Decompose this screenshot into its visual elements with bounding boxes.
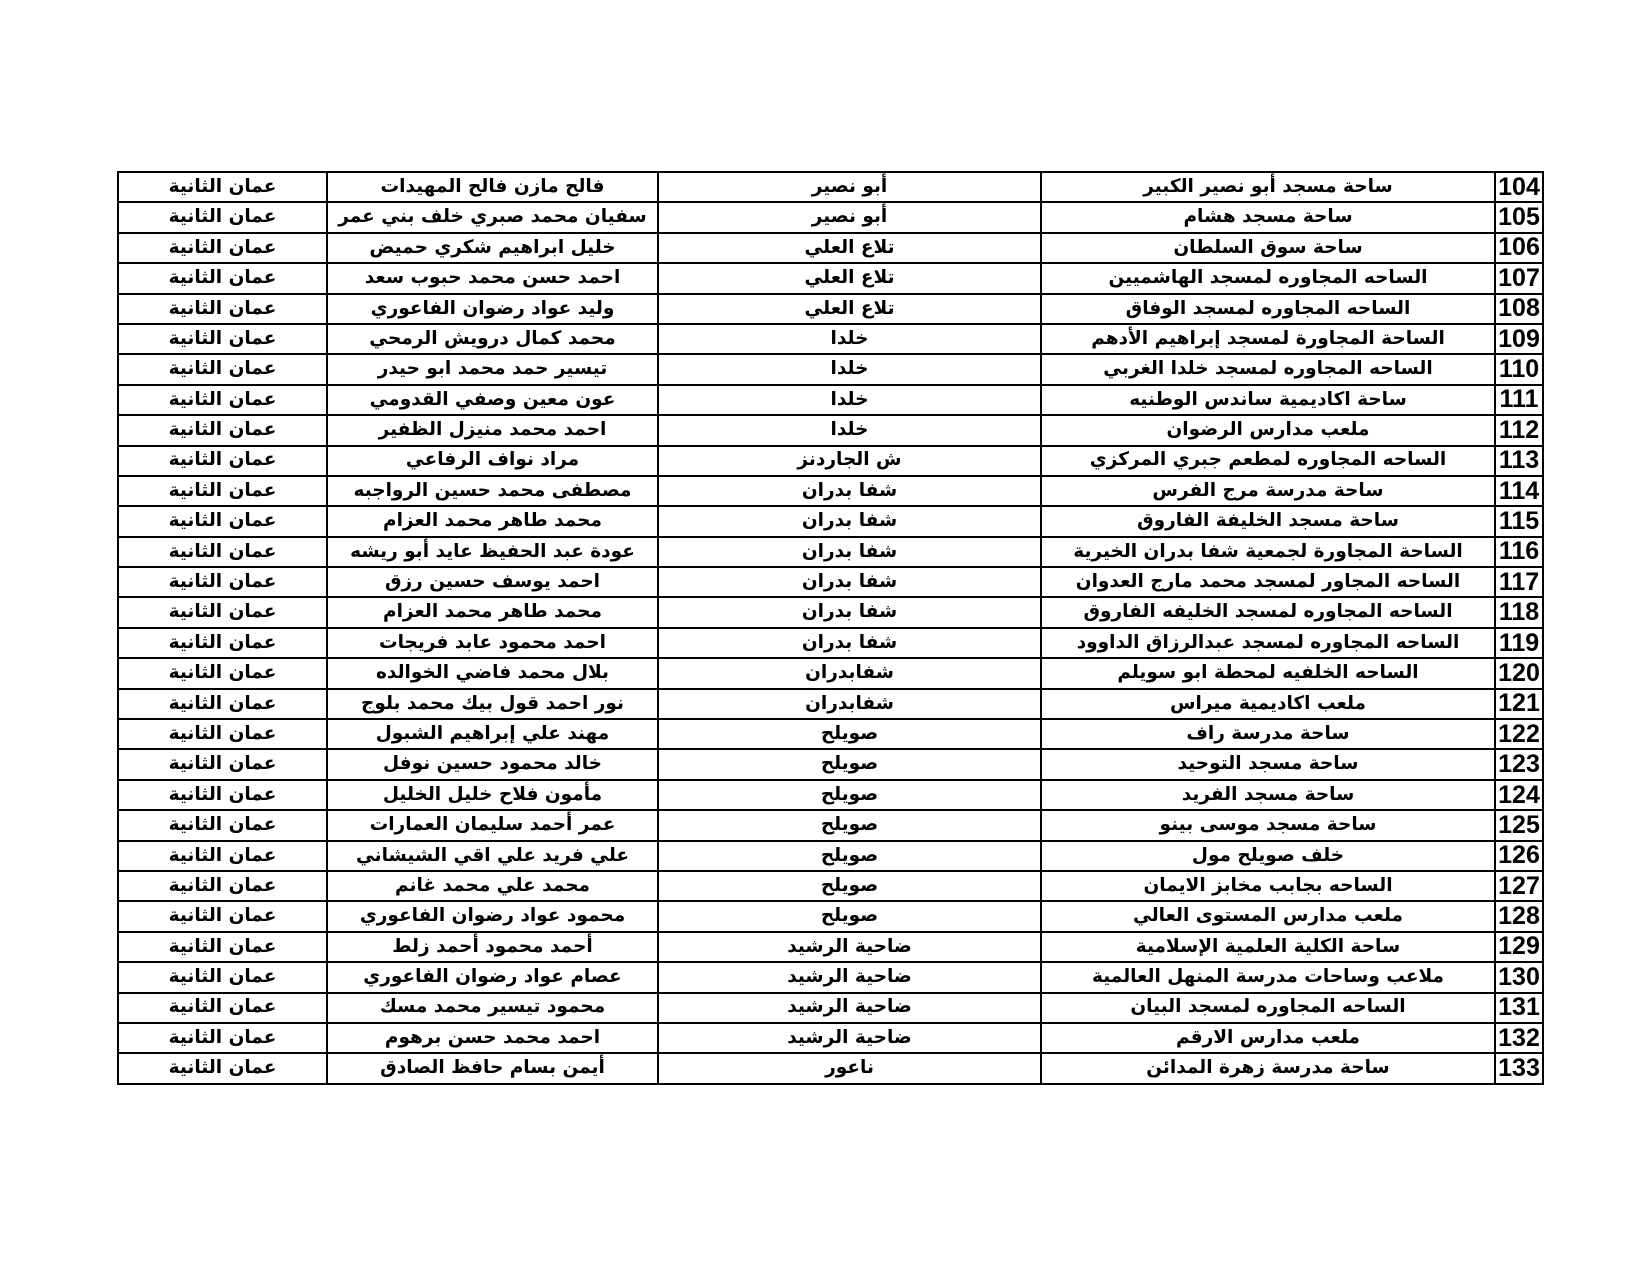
row-number: 124 xyxy=(1495,780,1543,810)
directorate-cell: عمان الثانية xyxy=(118,263,327,293)
table-row xyxy=(118,446,1543,476)
area-cell: خلدا xyxy=(658,385,1041,415)
table-row xyxy=(118,537,1543,567)
site-name-cell: الساحه المجاوره لمسجد الوفاق xyxy=(1041,294,1495,324)
table-row xyxy=(118,1023,1543,1053)
table-row xyxy=(118,749,1543,779)
directorate-cell: عمان الثانية xyxy=(118,719,327,749)
site-name-cell: ساحة مسجد موسى بينو xyxy=(1041,810,1495,840)
directorate-cell: عمان الثانية xyxy=(118,841,327,871)
row-number: 109 xyxy=(1495,324,1543,354)
person-name-cell: مأمون فلاح خليل الخليل xyxy=(327,780,658,810)
site-name-cell: ساحة سوق السلطان xyxy=(1041,233,1495,263)
person-name-cell: أيمن بسام حافظ الصادق xyxy=(327,1053,658,1083)
area-cell: صويلح xyxy=(658,749,1041,779)
row-number: 116 xyxy=(1495,537,1543,567)
directorate-cell: عمان الثانية xyxy=(118,233,327,263)
table-row xyxy=(118,597,1543,627)
person-name-cell: محمد طاهر محمد العزام xyxy=(327,506,658,536)
person-name-cell: عون معين وصفي القدومي xyxy=(327,385,658,415)
area-cell: شفابدران xyxy=(658,658,1041,688)
site-name-cell: ساحة مسجد أبو نصير الكبير xyxy=(1041,172,1495,202)
area-cell: ناعور xyxy=(658,1053,1041,1083)
area-cell: شفا بدران xyxy=(658,628,1041,658)
row-number: 121 xyxy=(1495,689,1543,719)
area-cell: ضاحية الرشيد xyxy=(658,993,1041,1023)
directorate-cell: عمان الثانية xyxy=(118,871,327,901)
directorate-cell: عمان الثانية xyxy=(118,506,327,536)
person-name-cell: عصام عواد رضوان الفاعوري xyxy=(327,962,658,992)
row-number: 125 xyxy=(1495,810,1543,840)
area-cell: أبو نصير xyxy=(658,172,1041,202)
row-number: 122 xyxy=(1495,719,1543,749)
table-row xyxy=(118,932,1543,962)
site-name-cell: خلف صويلح مول xyxy=(1041,841,1495,871)
site-name-cell: ملاعب وساحات مدرسة المنهل العالمية xyxy=(1041,962,1495,992)
row-number: 114 xyxy=(1495,476,1543,506)
area-cell: صويلح xyxy=(658,810,1041,840)
table-row xyxy=(118,628,1543,658)
person-name-cell: احمد يوسف حسين رزق xyxy=(327,567,658,597)
site-name-cell: ساحة مسجد التوحيد xyxy=(1041,749,1495,779)
person-name-cell: عودة عبد الحفيظ عايد أبو ريشه xyxy=(327,537,658,567)
area-cell: شفا بدران xyxy=(658,476,1041,506)
area-cell: ضاحية الرشيد xyxy=(658,932,1041,962)
table-row xyxy=(118,294,1543,324)
table-row xyxy=(118,202,1543,232)
area-cell: تلاع العلي xyxy=(658,263,1041,293)
table-row xyxy=(118,172,1543,202)
table-row xyxy=(118,263,1543,293)
table-row xyxy=(118,385,1543,415)
area-cell: خلدا xyxy=(658,324,1041,354)
person-name-cell: بلال محمد فاضي الخوالده xyxy=(327,658,658,688)
person-name-cell: مهند علي إبراهيم الشبول xyxy=(327,719,658,749)
area-cell: خلدا xyxy=(658,415,1041,445)
site-name-cell: الساحه المجاوره لمسجد البيان xyxy=(1041,993,1495,1023)
row-number: 107 xyxy=(1495,263,1543,293)
row-number: 115 xyxy=(1495,506,1543,536)
person-name-cell: احمد محمد منيزل الظفير xyxy=(327,415,658,445)
area-cell: صويلح xyxy=(658,871,1041,901)
directorate-cell: عمان الثانية xyxy=(118,294,327,324)
area-cell: خلدا xyxy=(658,354,1041,384)
directorate-cell: عمان الثانية xyxy=(118,993,327,1023)
site-name-cell: الساحه الخلفيه لمحطة ابو سويلم xyxy=(1041,658,1495,688)
row-number: 112 xyxy=(1495,415,1543,445)
person-name-cell: احمد محمد حسن برهوم xyxy=(327,1023,658,1053)
person-name-cell: وليد عواد رضوان الفاعوري xyxy=(327,294,658,324)
person-name-cell: سفيان محمد صبري خلف بني عمر xyxy=(327,202,658,232)
person-name-cell: نور احمد قول بيك محمد بلوج xyxy=(327,689,658,719)
row-number: 131 xyxy=(1495,993,1543,1023)
row-number: 129 xyxy=(1495,932,1543,962)
area-cell: شفابدران xyxy=(658,689,1041,719)
directorate-cell: عمان الثانية xyxy=(118,537,327,567)
table-row xyxy=(118,415,1543,445)
directorate-cell: عمان الثانية xyxy=(118,1053,327,1083)
site-name-cell: ملعب مدارس المستوى العالي xyxy=(1041,901,1495,931)
directorate-cell: عمان الثانية xyxy=(118,597,327,627)
row-number: 111 xyxy=(1495,385,1543,415)
site-name-cell: الساحة المجاورة لمسجد إبراهيم الأدهم xyxy=(1041,324,1495,354)
row-number: 130 xyxy=(1495,962,1543,992)
site-name-cell: ساحة مدرسة راف xyxy=(1041,719,1495,749)
person-name-cell: خليل ابراهيم شكري حميض xyxy=(327,233,658,263)
area-cell: ش الجاردنز xyxy=(658,446,1041,476)
site-name-cell: ساحة اكاديمية ساندس الوطنيه xyxy=(1041,385,1495,415)
directorate-cell: عمان الثانية xyxy=(118,354,327,384)
row-number: 120 xyxy=(1495,658,1543,688)
site-name-cell: ساحة مسجد هشام xyxy=(1041,202,1495,232)
area-cell: صويلح xyxy=(658,901,1041,931)
site-name-cell: الساحه المجاوره لمسجد الهاشميين xyxy=(1041,263,1495,293)
person-name-cell: احمد حسن محمد حبوب سعد xyxy=(327,263,658,293)
person-name-cell: مراد نواف الرفاعي xyxy=(327,446,658,476)
row-number: 126 xyxy=(1495,841,1543,871)
row-number: 127 xyxy=(1495,871,1543,901)
person-name-cell: محمد كمال درويش الرمحي xyxy=(327,324,658,354)
area-cell: شفا بدران xyxy=(658,567,1041,597)
area-cell: صويلح xyxy=(658,841,1041,871)
directorate-cell: عمان الثانية xyxy=(118,385,327,415)
table-row xyxy=(118,567,1543,597)
area-cell: شفا بدران xyxy=(658,537,1041,567)
row-number: 132 xyxy=(1495,1023,1543,1053)
table-row xyxy=(118,962,1543,992)
area-cell: صويلح xyxy=(658,719,1041,749)
site-name-cell: ملعب مدارس الرضوان xyxy=(1041,415,1495,445)
row-number: 106 xyxy=(1495,233,1543,263)
directorate-cell: عمان الثانية xyxy=(118,567,327,597)
site-name-cell: الساحة المجاورة لجمعية شفا بدران الخيرية xyxy=(1041,537,1495,567)
person-name-cell: تيسير حمد محمد ابو حيدر xyxy=(327,354,658,384)
site-name-cell: الساحه المجاوره لمسجد خلدا الغربي xyxy=(1041,354,1495,384)
row-number: 123 xyxy=(1495,749,1543,779)
person-name-cell: خالد محمود حسين نوفل xyxy=(327,749,658,779)
document-table-wrapper xyxy=(117,171,1540,1085)
person-name-cell: مصطفى محمد حسين الرواجبه xyxy=(327,476,658,506)
person-name-cell: محمد علي محمد غانم xyxy=(327,871,658,901)
area-cell: أبو نصير xyxy=(658,202,1041,232)
table-row xyxy=(118,1053,1543,1083)
directorate-cell: عمان الثانية xyxy=(118,658,327,688)
table-row xyxy=(118,324,1543,354)
row-number: 110 xyxy=(1495,354,1543,384)
site-name-cell: الساحه المجاور لمسجد محمد مارج العدوان xyxy=(1041,567,1495,597)
directorate-cell: عمان الثانية xyxy=(118,1023,327,1053)
table-row xyxy=(118,354,1543,384)
directorate-cell: عمان الثانية xyxy=(118,628,327,658)
person-name-cell: محمود تيسير محمد مسك xyxy=(327,993,658,1023)
site-name-cell: الساحه المجاوره لمطعم جبري المركزي xyxy=(1041,446,1495,476)
table-row xyxy=(118,689,1543,719)
row-number: 118 xyxy=(1495,597,1543,627)
directorate-cell: عمان الثانية xyxy=(118,689,327,719)
area-cell: شفا بدران xyxy=(658,597,1041,627)
site-name-cell: ملعب اكاديمية ميراس xyxy=(1041,689,1495,719)
directorate-cell: عمان الثانية xyxy=(118,749,327,779)
table-row xyxy=(118,993,1543,1023)
directorate-cell: عمان الثانية xyxy=(118,202,327,232)
table-row xyxy=(118,901,1543,931)
person-name-cell: فالح مازن فالح المهيدات xyxy=(327,172,658,202)
person-name-cell: أحمد محمود أحمد زلط xyxy=(327,932,658,962)
person-name-cell: محمود عواد رضوان الفاعوري xyxy=(327,901,658,931)
row-number: 117 xyxy=(1495,567,1543,597)
table-row xyxy=(118,233,1543,263)
row-number: 105 xyxy=(1495,202,1543,232)
directorate-cell: عمان الثانية xyxy=(118,476,327,506)
directorate-cell: عمان الثانية xyxy=(118,932,327,962)
site-name-cell: ساحة مدرسة زهرة المدائن xyxy=(1041,1053,1495,1083)
table-row xyxy=(118,871,1543,901)
site-name-cell: الساحه بجابب مخابز الايمان xyxy=(1041,871,1495,901)
table-row xyxy=(118,658,1543,688)
directorate-cell: عمان الثانية xyxy=(118,172,327,202)
area-cell: شفا بدران xyxy=(658,506,1041,536)
table-row xyxy=(118,810,1543,840)
site-name-cell: ساحة الكلية العلمية الإسلامية xyxy=(1041,932,1495,962)
site-name-cell: ساحة مسجد الخليفة الفاروق xyxy=(1041,506,1495,536)
sites-table-body xyxy=(118,172,1543,1084)
directorate-cell: عمان الثانية xyxy=(118,415,327,445)
row-number: 133 xyxy=(1495,1053,1543,1083)
directorate-cell: عمان الثانية xyxy=(118,324,327,354)
table-row xyxy=(118,476,1543,506)
table-row xyxy=(118,506,1543,536)
directorate-cell: عمان الثانية xyxy=(118,962,327,992)
directorate-cell: عمان الثانية xyxy=(118,901,327,931)
row-number: 128 xyxy=(1495,901,1543,931)
area-cell: تلاع العلي xyxy=(658,233,1041,263)
row-number: 119 xyxy=(1495,628,1543,658)
table-row xyxy=(118,719,1543,749)
directorate-cell: عمان الثانية xyxy=(118,780,327,810)
person-name-cell: احمد محمود عابد فريجات xyxy=(327,628,658,658)
site-name-cell: الساحه المجاوره لمسجد عبدالرزاق الداوود xyxy=(1041,628,1495,658)
area-cell: تلاع العلي xyxy=(658,294,1041,324)
person-name-cell: علي فريد علي اقي الشيشاني xyxy=(327,841,658,871)
site-name-cell: الساحه المجاوره لمسجد الخليفه الفاروق xyxy=(1041,597,1495,627)
person-name-cell: محمد طاهر محمد العزام xyxy=(327,597,658,627)
area-cell: صويلح xyxy=(658,780,1041,810)
site-name-cell: ملعب مدارس الارقم xyxy=(1041,1023,1495,1053)
table-row xyxy=(118,780,1543,810)
person-name-cell: عمر أحمد سليمان العمارات xyxy=(327,810,658,840)
table-row xyxy=(118,841,1543,871)
row-number: 104 xyxy=(1495,172,1543,202)
site-name-cell: ساحة مدرسة مرج الفرس xyxy=(1041,476,1495,506)
directorate-cell: عمان الثانية xyxy=(118,810,327,840)
row-number: 108 xyxy=(1495,294,1543,324)
row-number: 113 xyxy=(1495,446,1543,476)
area-cell: ضاحية الرشيد xyxy=(658,962,1041,992)
directorate-cell: عمان الثانية xyxy=(118,446,327,476)
sites-table xyxy=(117,171,1544,1085)
area-cell: ضاحية الرشيد xyxy=(658,1023,1041,1053)
site-name-cell: ساحة مسجد الفريد xyxy=(1041,780,1495,810)
